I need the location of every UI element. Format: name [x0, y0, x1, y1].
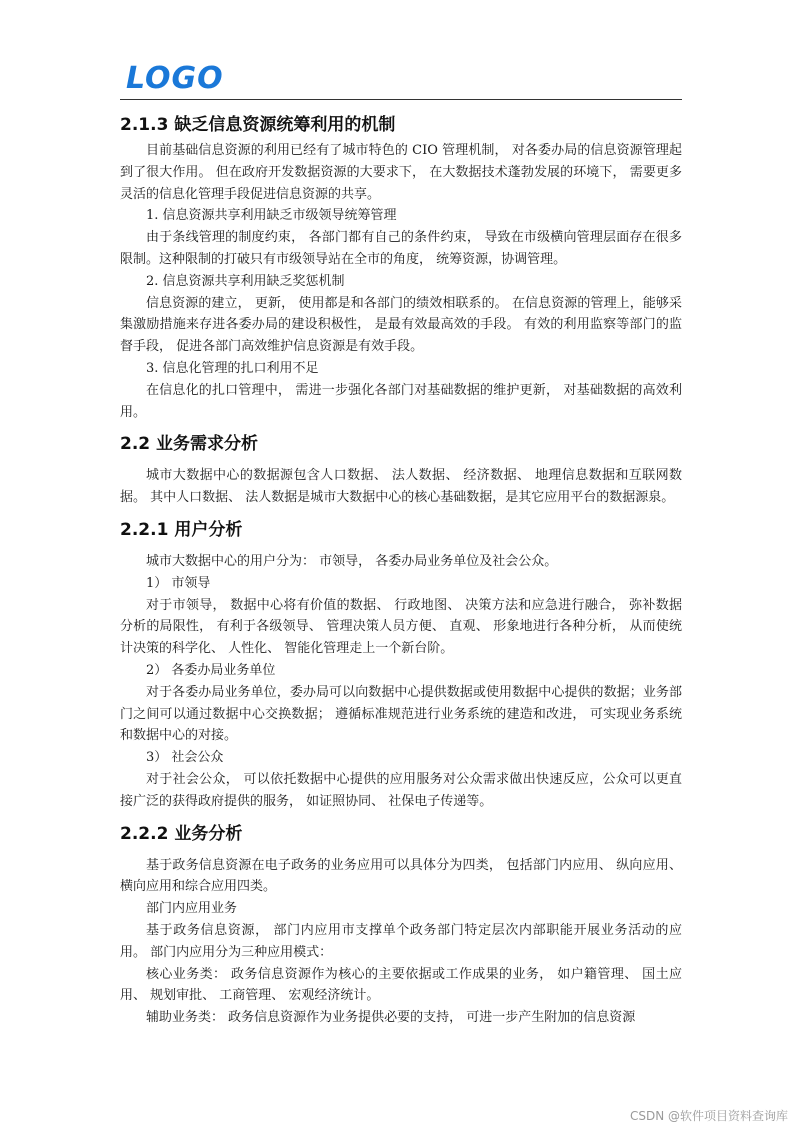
section-2-2	[120, 429, 682, 509]
section-heading: 2.2.2 业务分析	[120, 823, 243, 844]
list-item-heading: 部门内应用业务	[146, 901, 238, 917]
paragraph: 核心业务类： 政务信息资源作为核心的主要依据或工作成果的业务， 如户籍管理、 国土应用、 规划审批、 工商管理、 宏观经济统计。	[120, 966, 682, 1004]
paragraph: 基于政务信息资源， 部门内应用市支撑单个政务部门特定层次内部职能开展业务活动的应用。 部门内应用分为三种应用模式：	[120, 922, 682, 960]
watermark: CSDN @软件项目资料查询库	[629, 1109, 788, 1123]
header-divider	[120, 99, 682, 100]
section-heading: 2.2.1 用户分析	[120, 519, 243, 540]
section-2-1-3	[120, 110, 682, 423]
paragraph: 由于条线管理的制度约束， 各部门都有自己的条件约束， 导致在市级横向管理层面存在很多限制。这种限制的打破只有市级领导站在全市的角度， 统筹资源，协调管理。	[120, 230, 682, 267]
list-item-heading: 2） 各委办局业务单位	[146, 662, 276, 678]
logo: LOGO	[126, 61, 224, 96]
paragraph: 城市大数据中心的用户分为： 市领导， 各委办局业务单位及社会公众。	[146, 553, 558, 569]
paragraph: 辅助业务类： 政务信息资源作为业务提供必要的支持， 可进一步产生附加的信息资源	[146, 1010, 636, 1026]
list-item-heading: 2. 信息资源共享利用缺乏奖惩机制	[146, 273, 345, 289]
section-heading: 2.1.3 缺乏信息资源统筹利用的机制	[120, 115, 396, 135]
list-item-heading: 3） 社会公众	[146, 750, 224, 766]
paragraph: 基于政务信息资源在电子政务的业务应用可以具体分为四类， 包括部门内应用、 纵向应用、 横向应用和综合应用四类。	[120, 857, 682, 895]
paragraph: 目前基础信息资源的利用已经有了城市特色的 CIO 管理机制， 对各委办局的信息资源管理起到了很大作用。 但在政府开发数据资源的大要求下， 在大数据技术蓬勃发展的环境下， 需要更多灵活的信息化管理手段促进信息资源的共享。	[120, 143, 682, 202]
paragraph: 城市大数据中心的数据源包含人口数据、 法人数据、 经济数据、 地理信息数据和互联网数据。 其中人口数据、 法人数据是城市大数据中心的核心基础数据，是其它应用平台的数据源泉。	[120, 468, 682, 506]
section-2-2-2	[120, 819, 682, 1029]
paragraph: 信息资源的建立， 更新， 使用都是和各部门的绩效相联系的。 在信息资源的管理上，能够采集激励措施来存进各委办局的建设积极性， 是最有效最高效的手段。 有效的利用监察等部门的监督手段， 促进各部门高效维护信息资源是有效手段。	[120, 295, 682, 355]
document-body	[120, 108, 682, 1029]
list-item-heading: 1） 市领导	[146, 575, 211, 591]
section-2-2-1	[120, 515, 682, 813]
paragraph: 对于各委办局业务单位，委办局可以向数据中心提供数据或使用数据中心提供的数据；业务部门之间可以通过数据中心交换数据； 遵循标准规范进行业务系统的建造和改进， 可实现业务系统和数据中心的对接。	[120, 684, 682, 744]
paragraph: 对于市领导， 数据中心将有价值的数据、 行政地图、 决策方法和应急进行融合， 弥补数据分析的局限性， 有利于各级领导、 管理决策人员方便、 直观、 形象地进行各种分析， 从而使统计决策的科学化、 人性化、 智能化管理走上一个新台阶。	[120, 597, 682, 657]
paragraph: 在信息化的扎口管理中， 需进一步强化各部门对基础数据的维护更新， 对基础数据的高效利用。	[120, 382, 682, 420]
list-item-heading: 1. 信息资源共享利用缺乏市级领导统筹管理	[146, 208, 397, 224]
section-heading: 2.2 业务需求分析	[120, 434, 259, 455]
list-item-heading: 3. 信息化管理的扎口利用不足	[146, 360, 319, 376]
paragraph: 对于社会公众， 可以依托数据中心提供的应用服务对公众需求做出快速反应，公众可以更直接广泛的获得政府提供的服务， 如证照协同、 社保电子传递等。	[120, 771, 682, 809]
